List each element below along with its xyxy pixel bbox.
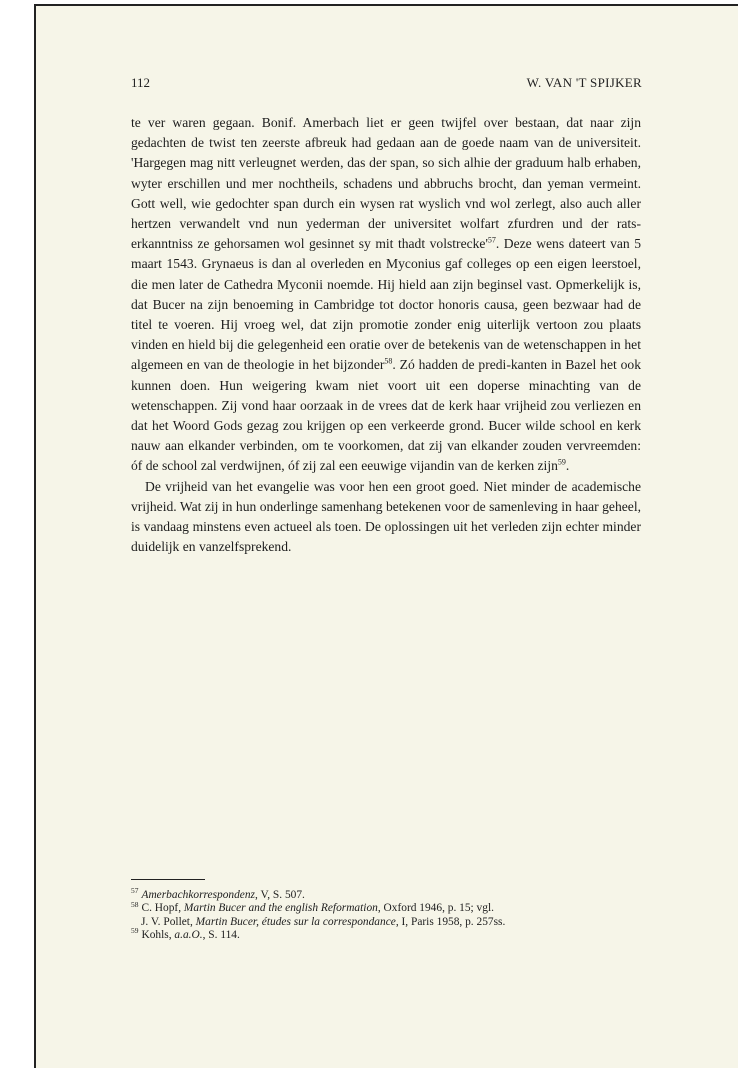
paragraph-2: De vrijheid van het evangelie was voor hen een groot goed. Niet minder de academische vrijheid. Wat zij in hun onderlinge samenhang betekenen voor de samenleving in haar geheel, is vandaag minstens even actueel als toen. De oplossingen uit het verleden zijn echter minder duidelijk en vanzelfsprekend. [131, 478, 641, 555]
main-text [131, 113, 641, 557]
footnote-ref-58[interactable]: 58 [384, 356, 393, 366]
running-head-author: W. VAN 'T SPIJKER [526, 75, 642, 90]
footnote-59: $^{59}$ Kohls, a.a.O., S. 114. [131, 926, 240, 942]
footnotes [131, 886, 641, 943]
footnote-ref-59[interactable]: 59 [557, 457, 566, 467]
footnote-ref-57[interactable]: 57 [487, 235, 496, 245]
paragraph-1: te ver waren gegaan. Bonif. Amerbach liet er geen twijfel over bestaan, dat naar zijn gedachten de twist ten zeerste afbreuk had gedaan aan de goede naam van de universiteit. 'Hargegen mag nitt verleugnet werden, das der span, so sich alhie der graduum halb erhaben, wyter erschillen und mer nochtheils, schadens und abbruchs brocht, dan yeman vermeint. Gott well, wie gedochter span durch ein wysen rat wyslich vnd wol zerlegt, also auch aller hertzen verwandelt vnd nun yederman der universitet wolfart zfurdren und der rats-erkanntniss ze gehorsamen wol gesinnet sy mit thadt volstrecke'$^{57}$. Deze wens dateert van 5 maart 1543. Grynaeus is dan al overleden en Myconius gaf colleges op een eigen leerstoel, die men later de Cathedra Myconii noemde. Hij hield aan zijn beginsel vast. Opmerkelijk is, dat Bucer na zijn benoeming in Cambridge tot doctor honoris causa, geen bezwaar had de titel te voeren. Hij vroeg wel, dat zijn promotie zonder enig uiterlijk vertoon zou plaats vinden en hield bij die gelegenheid een oratie over de betekenis van de wetenschappen in het algemeen en van de theologie in het bijzonder$^{58}$. Zó hadden de predi-kanten in Bazel het ook kunnen doen. Hun weigering kwam niet voort uit een doperse minachting van de wetenschappen. Zij vond haar oorzaak in de vrees dat de kerk haar vrijheid zou verliezen en dat het Woord Gods gezag zou krijgen op een verkeerde grond. Bucer wilde school en kerk nauw aan elkander verbinden, om te voorkomen, dat zij van elkander zouden vervreemden: óf de school zal verdwijnen, óf zij zal een eeuwige vijandin van de kerken zijn$^{59}$. [131, 115, 642, 474]
running-head [131, 75, 642, 91]
footnote-57: $^{57}$ Amerbachkorrespondenz, V, S. 507. [131, 886, 305, 901]
page-number: 112 [131, 75, 151, 90]
footnote-divider [131, 879, 205, 880]
footnote-58: $^{58}$ C. Hopf, Martin Bucer and the english Reformation, Oxford 1946, p. 15; vgl. J. V. Pollet, Martin Bucer, études sur la correspondance, I, Paris 1958, p. 257ss. [131, 899, 506, 928]
